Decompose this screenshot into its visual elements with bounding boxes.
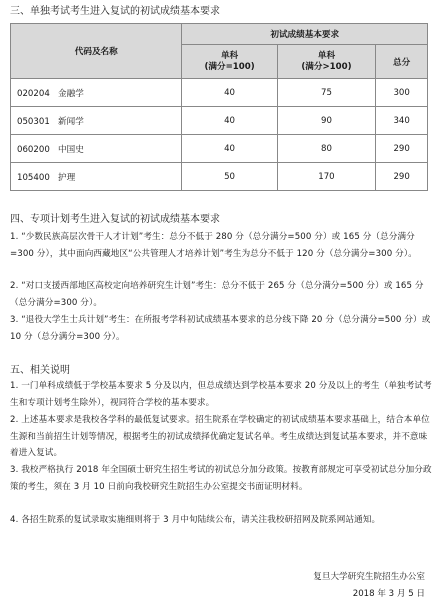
issue-date: 2018 年 3 月 5 日 [352, 589, 425, 599]
score-single-100: 40 [182, 135, 277, 163]
score-total: 300 [376, 79, 428, 107]
score-single-over-100: 75 [277, 79, 376, 107]
header-single-over-100: 单科 (满分>100) [277, 45, 376, 79]
program-cell: 105400 护理 [11, 163, 182, 191]
header-code-name: 代码及名称 [11, 24, 182, 79]
section-3-title: 三、单独考试考生进入复试的初试成绩基本要求 [10, 6, 220, 17]
score-single-100: 40 [182, 79, 277, 107]
header-single-100: 单科 (满分=100) [182, 45, 277, 79]
score-total: 290 [376, 135, 428, 163]
section-5-item-4: 4. 各招生院系的复试录取实施细则将于 3 月中旬陆续公布，请关注我校研招网及院系网站通知。 [10, 515, 381, 525]
section-5-item-1: 1. 一门单科成绩低于学校基本要求 5 分及以内，但总成绩达到学校基本要求 20 分及以上的考生（单独考试考生和专项计划考生除外），视同符合学校的基本要求。 [10, 381, 432, 408]
issuing-office: 复旦大学研究生院招生办公室 [313, 572, 425, 582]
score-total: 290 [376, 163, 428, 191]
section-4-item-3: 3. “退役大学生士兵计划”考生：在所报考学科初试成绩基本要求的总分线下降 20 分（总分满分=500 分）或 10 分（总分满分=300 分）。 [10, 315, 431, 342]
section-5-item-3: 3. 我校严格执行 2018 年全国硕士研究生招生考试的初试总分加分政策。按教育部规定可享受初试总分加分政策的考生，须在 3 月 10 日前向我校研究生院招生办公室提交书面证明材料。 [10, 465, 432, 492]
table-row [11, 135, 428, 163]
score-single-100: 50 [182, 163, 277, 191]
score-single-over-100: 80 [277, 135, 376, 163]
score-single-over-100: 170 [277, 163, 376, 191]
section-4-item-2: 2. “对口支援西部地区高校定向培养研究生计划”考生：总分不低于 265 分（总分满分=500 分）或 165 分（总分满分=300 分）。 [10, 281, 424, 308]
section-5-title: 五、相关说明 [10, 365, 70, 376]
table-row [11, 163, 428, 191]
table-row [11, 79, 428, 107]
header-total: 总分 [376, 45, 428, 79]
table-row [11, 107, 428, 135]
section-5-item-2: 2. 上述基本要求是我校各学科的最低复试要求。招生院系在学校确定的初试成绩基本要求基础上，结合本单位生源和当前招生计划等情况，根据考生的初试成绩择优确定复试名单。考生成绩达到复试基本要求，并不意味着进入复试。 [10, 415, 430, 458]
program-cell: 050301 新闻学 [11, 107, 182, 135]
section-4-title: 四、专项计划考生进入复试的初试成绩基本要求 [10, 214, 220, 225]
program-cell: 020204 金融学 [11, 79, 182, 107]
score-single-over-100: 90 [277, 107, 376, 135]
header-requirements: 初试成绩基本要求 [182, 24, 428, 45]
score-single-100: 40 [182, 107, 277, 135]
requirements-table [10, 23, 428, 191]
section-4-item-1: 1. “少数民族高层次骨干人才计划”考生：总分不低于 280 分（总分满分=500 分）或 165 分（总分满分=300 分），其中面向西藏地区“公共管理人才培养计划”考生为总分不低于 120 分（总分满分=300 分）。 [10, 232, 417, 259]
program-cell: 060200 中国史 [11, 135, 182, 163]
score-total: 340 [376, 107, 428, 135]
